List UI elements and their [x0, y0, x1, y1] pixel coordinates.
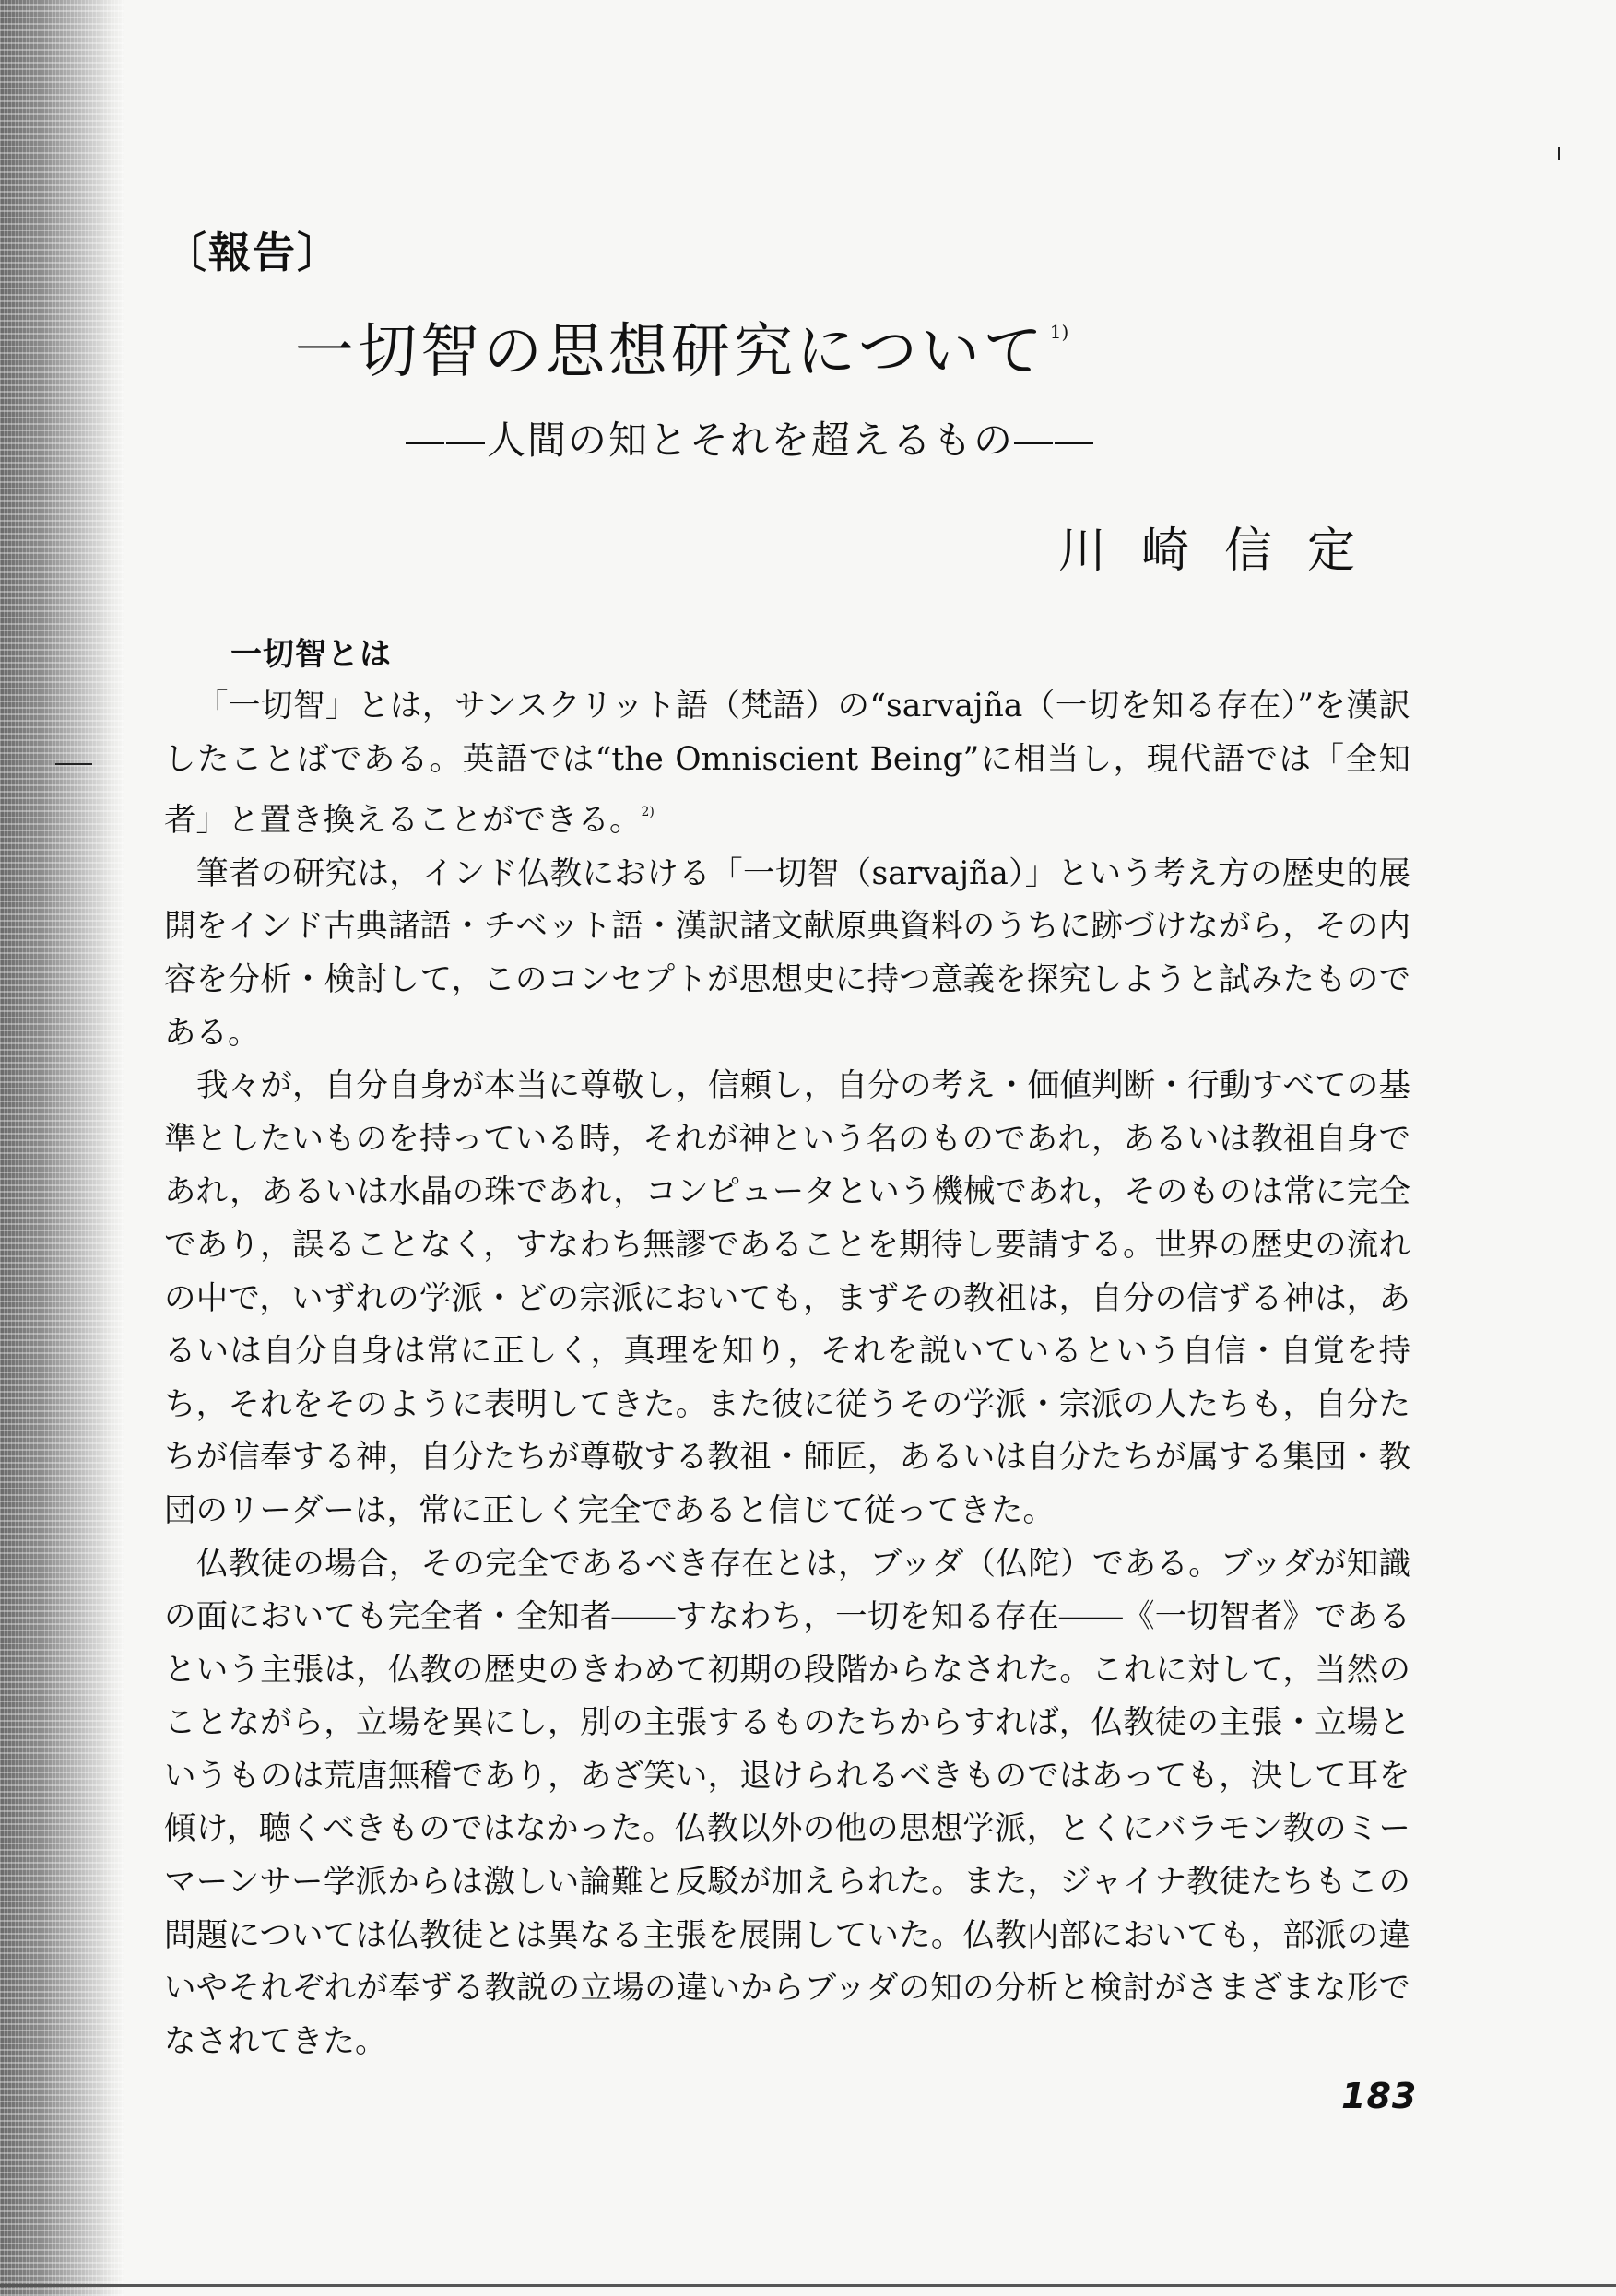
margin-tick: [55, 763, 92, 765]
scan-bottom-edge: [0, 2284, 1616, 2287]
paragraph-4: [164, 1538, 1410, 2069]
title-footnote-mark: 1): [1049, 321, 1069, 343]
paragraph-2: [164, 848, 1410, 1060]
margin-tick: [1558, 147, 1560, 160]
author-name: 川崎信定: [1058, 524, 1391, 579]
article-subtitle: ――人間の知とそれを超えるもの――: [406, 418, 1096, 463]
paragraph-text: 筆者の研究は，インド仏教における「一切智（sarvajña）」という考え方の歴史的展開をインド古典諸語・チベット語・漢訳諸文献原典資料のうちに跡づけながら，その内容を分析・検討して，このコンセプトが思想史に持つ意義を探究しようと試みたものである。: [164, 854, 1410, 1052]
paragraph-1: [164, 680, 1410, 848]
footnote-mark: 2): [641, 805, 655, 820]
body-text: [164, 680, 1410, 2068]
scan-gutter-shadow: [0, 0, 124, 2296]
title-text: 一切智の思想研究について: [295, 318, 1046, 386]
paragraph-text: 「一切智」とは，サンスクリット語（梵語）の“sarvajña（一切を知る存在）”を漢訳したことばである。英語では“the Omniscient Being”に相当し，現代語では「全知者」と置き換えることができる。: [164, 688, 1410, 840]
paragraph-text: 仏教徒の場合，その完全であるべき存在とは，ブッダ（仏陀）である。ブッダが知識の面においても完全者・全知者――すなわち，一切を知る存在――《一切智者》であるという主張は，仏教の歴史のきわめて初期の段階からなされた。これに対して，当然のことながら，立場を異にし，別の主張するものたちからすれば，仏教徒の主張・立場というものは荒唐無稽であり，あざ笑い，退けられるべきものではあっても，決して耳を傾け，聴くべきものではなかった。仏教以外の他の思想学派，とくにバラモン教のミーマーンサー学派からは激しい論難と反駁が加えられた。また，ジャイナ教徒たちもこの問題については仏教徒とは異なる主張を展開していた。仏教内部においても，部派の違いやそれぞれが奉ずる教説の立場の違いからブッダの知の分析と検討がさまざまな形でなされてきた。: [164, 1545, 1410, 2060]
article-title: [295, 304, 1068, 389]
section-label: 〔報告〕: [164, 228, 341, 277]
paragraph-text: 我々が，自分自身が本当に尊敬し，信頼し，自分の考え・価値判断・行動すべての基準としたいものを持っている時，それが神という名のものであれ，あるいは教祖自身であれ，あるいは水晶の珠であれ，コンピュータという機械であれ，そのものは常に完全であり，誤ることなく，すなわち無謬であることを期待し要請する。世界の歴史の流れの中で，いずれの学派・どの宗派においても，まずその教祖は，自分の信ずる神は，あるいは自分自身は常に正しく，真理を知り，それを説いているという自信・自覚を持ち，それをそのように表明してきた。また彼に従うその学派・宗派の人たちも，自分たちが信奉する神，自分たちが尊敬する教祖・師匠，あるいは自分たちが属する集団・教団のリーダーは，常に正しく完全であると信じて従ってきた。: [164, 1067, 1410, 1529]
page-number: 183: [1341, 2076, 1418, 2116]
section-heading: 一切智とは: [230, 636, 392, 673]
paragraph-3: [164, 1060, 1410, 1537]
